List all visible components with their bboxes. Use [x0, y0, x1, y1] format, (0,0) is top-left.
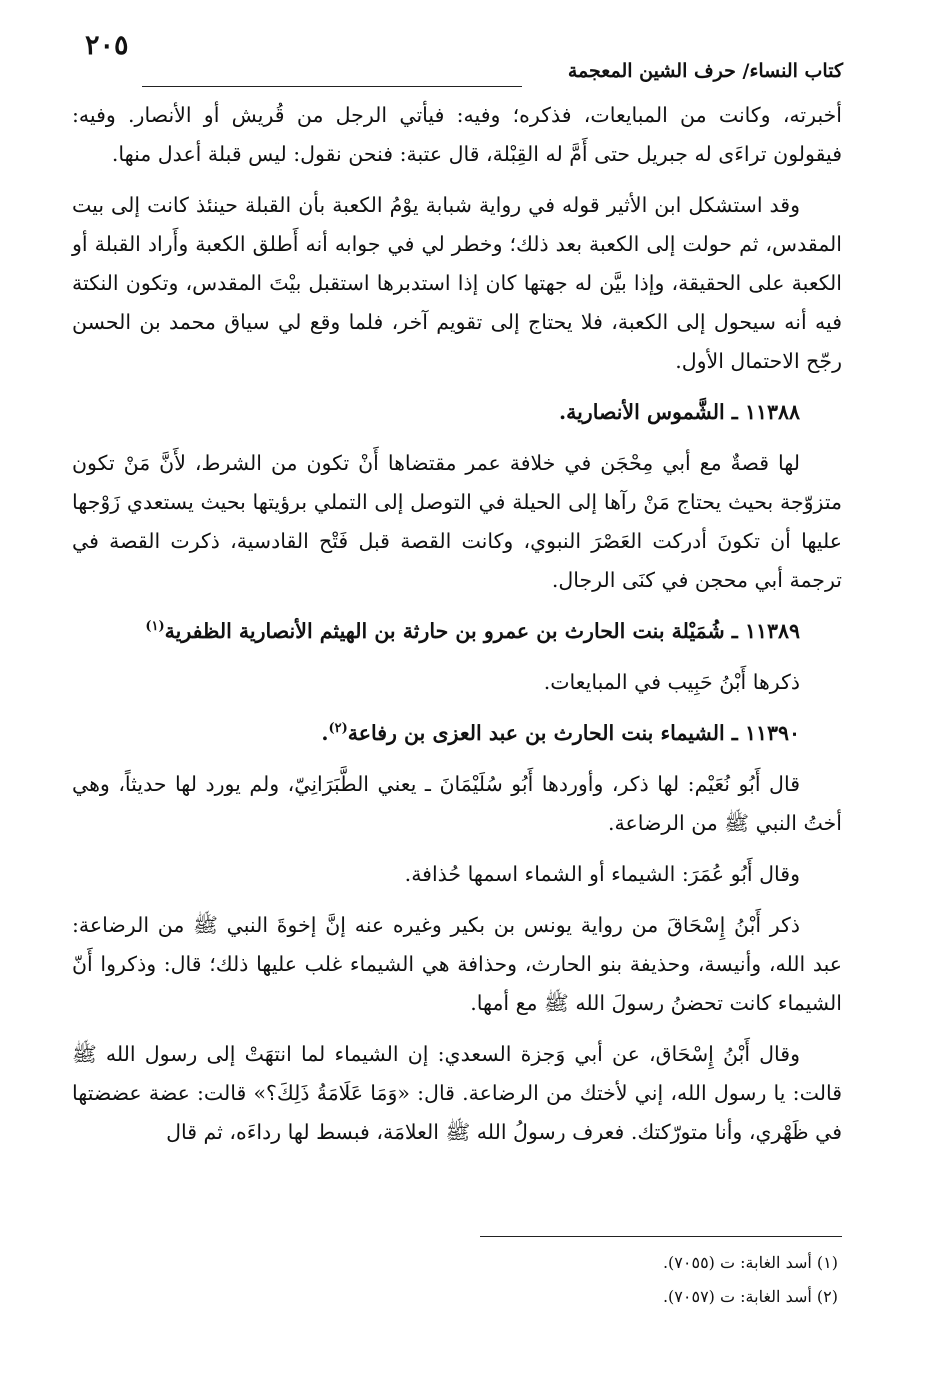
entry-heading-end: .	[321, 721, 329, 745]
entry-heading-text: ١١٣٨٩ ـ شُمَيْلة بنت الحارث بن عمرو بن حارثة بن الهيثم الأنصارية الظفرية	[164, 619, 800, 643]
page-body	[72, 96, 842, 1152]
paragraph: ذكر أَبْنُ إِسْحَاقَ من رواية يونس بن بكير وغيره عنه إنَّ إخوةَ النبي ﷺ من الرضاعة: عبد الله، وأنيسة، وحذيفة بنو الحارث، وحذافة هي الشيماء غلب عليها ذلك؛ قال: وذكروا أَنّ الشيماء كانت تحضنُ رسولَ الله ﷺ مع أمها.	[72, 913, 842, 1015]
header-rule	[142, 86, 522, 87]
footnote: (١) أسد الغابة: ت (٧٠٥٥).	[662, 1253, 838, 1272]
page-number: ٢٠٥	[85, 30, 129, 61]
entry-heading-text: ١١٣٩٠ ـ الشيماء بنت الحارث بن عبد العزى بن رفاعة	[347, 721, 800, 745]
footnote-rule	[480, 1236, 842, 1237]
paragraph: وقال أَبْنُ إِسْحَاق، عن أبي وَجزة السعدي: إن الشيماء لما انتهَتْ إلى رسول الله ﷺ قالت: يا رسول الله، إني لأختك من الرضاعة. قال: «وَمَا عَلَامَةُ ذَلِكَ؟» قالت: عضة عضضتها في ظَهْري، وأنا متورّكتك. فعرف رسولُ الله ﷺ العلامَة، فبسط لها رداءَه، ثم قال	[72, 1042, 842, 1144]
paragraph: قال أَبُو نُعَيْم: لها ذكر، وأوردها أَبُو سُلَيْمَانَ ـ يعني الطَّبَرَانِيّ، ولم يورد لها حديثاً، وهي أختُ النبي ﷺ من الرضاعة.	[72, 772, 842, 835]
running-title: كتاب النساء/ حرف الشين المعجمة	[567, 60, 843, 82]
footnote-ref: (٢)	[328, 721, 348, 737]
entry-heading-11388: ١١٣٨٨ ـ الشَّموس الأنصارية.	[558, 400, 800, 424]
footnote: (٢) أسد الغابة: ت (٧٠٥٧).	[662, 1287, 838, 1306]
paragraph: وقد استشكل ابن الأثير قوله في رواية شبابة يوْمُ الكعبة بأن القبلة حينئذ كانت إلى بيت المقدس، ثم حولت إلى الكعبة بعد ذلك؛ وخطر لي في جوابه أنه أَطلق الكعبة وأَراد القبلة أو الكعبة على الحقيقة، وإذا بيَّن له جهتها كان إذا استدبرها استقبل بيْتَ المقدس، وتكون النكتة فيه أنه سيحول إلى الكعبة، فلا يحتاج إلى تقويم آخر، فلما وقع لي سياق محمد بن الحسن رجّح الاحتمال الأول.	[72, 193, 842, 373]
paragraph: أخبرته، وكانت من المبايعات، فذكره؛ وفيه: فيأتي الرجل من قُريش أو الأنصار. وفيه: فيقولون تراءَى له جبريل حتى أَمَّ له القِبْلة، قال عتبة: فنحن نقول: ليس قبلة أعدل منها.	[72, 103, 842, 166]
paragraph: وقال أَبُو عُمَرَ: الشيماء أو الشماء اسمها حُذافة.	[404, 862, 800, 886]
footnotes	[72, 1246, 838, 1314]
paragraph: ذكرها أَبْنُ حَبِيب في المبايعات.	[543, 670, 800, 694]
entry-heading-11390	[72, 714, 842, 753]
footnote-ref: (١)	[145, 619, 165, 635]
paragraph: لها قصةٌ مع أبي مِحْجَن في خلافة عمر مقتضاها أَنْ تكون من الشرط، لأَنَّ مَنْ تكون متزوّجة بحيث يحتاج مَنْ رآها إلى الحيلة في التوصل إلى التملي برؤيتها بحيث يستعدي زَوْجها عليها أن تكونَ أدركت العَصْرَ النبوي، وكانت القصة قبل فَتْح القادسية، ذكرت القصة في ترجمة أبي محجن في كنَى الرجال.	[72, 451, 842, 592]
entry-heading-11389	[72, 612, 842, 651]
page-header	[60, 28, 843, 82]
